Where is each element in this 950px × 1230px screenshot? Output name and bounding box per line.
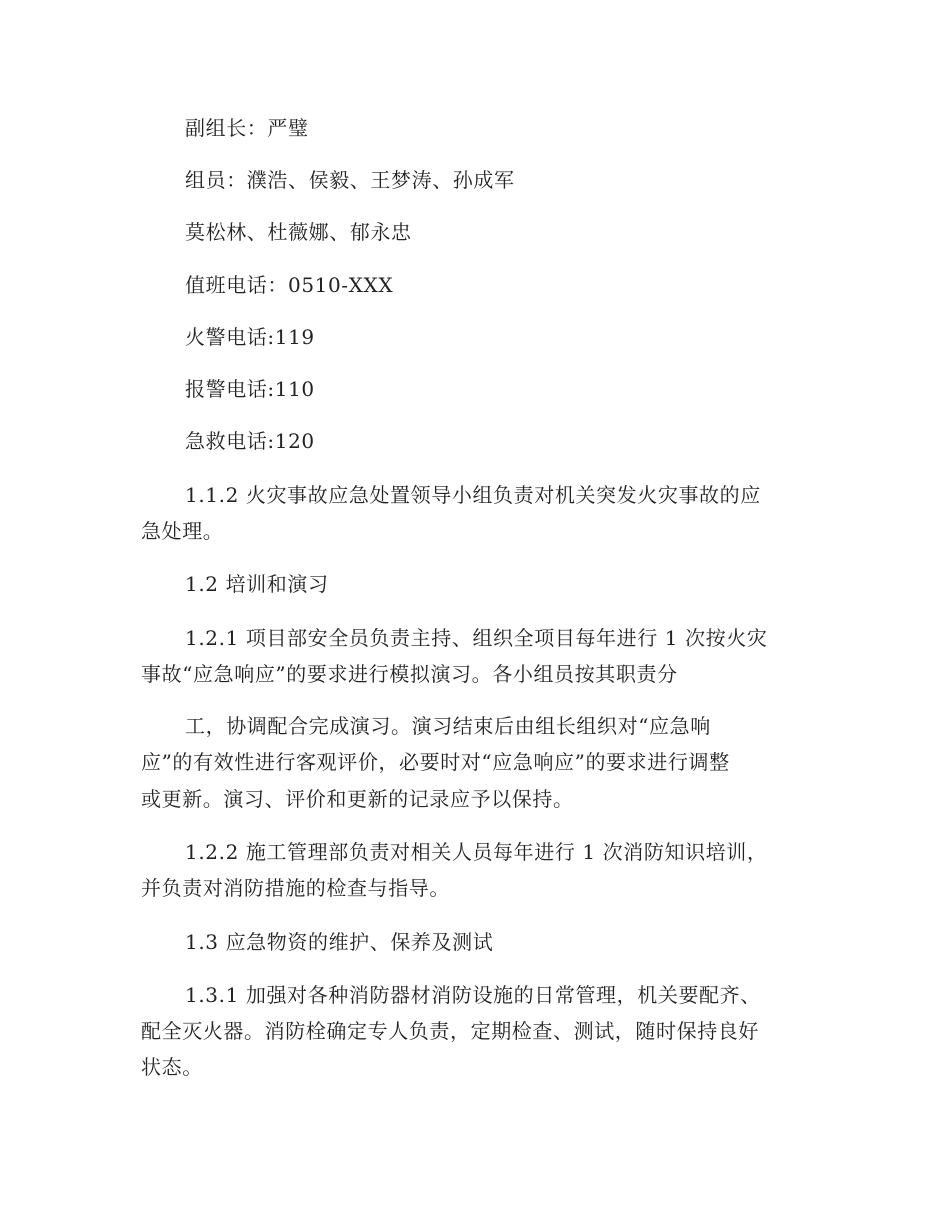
duty-phone-line: 值班电话：0510-XXX	[185, 273, 394, 297]
section-heading-1-2: 1.2 培训和演习	[185, 572, 329, 596]
police-phone-line: 报警电话:110	[185, 377, 315, 401]
paragraph-1-2-1-line-2: 事故“应急响应”的要求进行模拟演习。各小组员按其职责分	[141, 662, 678, 686]
paragraph-1-1-2-line-2: 急处理。	[141, 519, 224, 543]
paragraph-1-3-1-line-2: 配全灭火器。消防栓确定专人负责，定期检查、测试，随时保持良好	[141, 1019, 759, 1043]
fire-phone-line: 火警电话:119	[185, 325, 315, 349]
paragraph-1-2-1-line-1: 1.2.1 项目部安全员负责主持、组织全项目每年进行 1 次按火灾	[185, 626, 768, 650]
paragraph-1-3-1-line-3: 状态。	[141, 1055, 203, 1079]
section-heading-1-3: 1.3 应急物资的维护、保养及测试	[185, 930, 494, 954]
deputy-leader-line: 副组长：严璧	[185, 116, 309, 140]
members-line: 组员：濮浩、侯毅、王梦涛、孙成军	[185, 168, 515, 192]
paragraph-1-2-1-line-5: 或更新。演习、评价和更新的记录应予以保持。	[141, 787, 574, 811]
paragraph-1-3-1-line-1: 1.3.1 加强对各种消防器材消防设施的日常管理，机关要配齐、	[185, 983, 761, 1007]
paragraph-1-1-2-line-1: 1.1.2 火灾事故应急处置领导小组负责对机关突发火灾事故的应	[185, 483, 761, 507]
paragraph-1-2-1-line-3: 工，协调配合完成演习。演习结束后由组长组织对“应急响	[185, 714, 711, 738]
paragraph-1-2-2-line-1: 1.2.2 施工管理部负责对相关人员每年进行 1 次消防知识培训，	[185, 840, 768, 864]
ambulance-phone-line: 急救电话:120	[185, 429, 315, 453]
paragraph-1-2-2-line-2: 并负责对消防措施的检查与指导。	[141, 876, 450, 900]
paragraph-1-2-1-line-4: 应”的有效性进行客观评价，必要时对“应急响应”的要求进行调整	[141, 750, 730, 774]
members-continued-line: 莫松林、杜薇娜、郁永忠	[185, 220, 412, 244]
